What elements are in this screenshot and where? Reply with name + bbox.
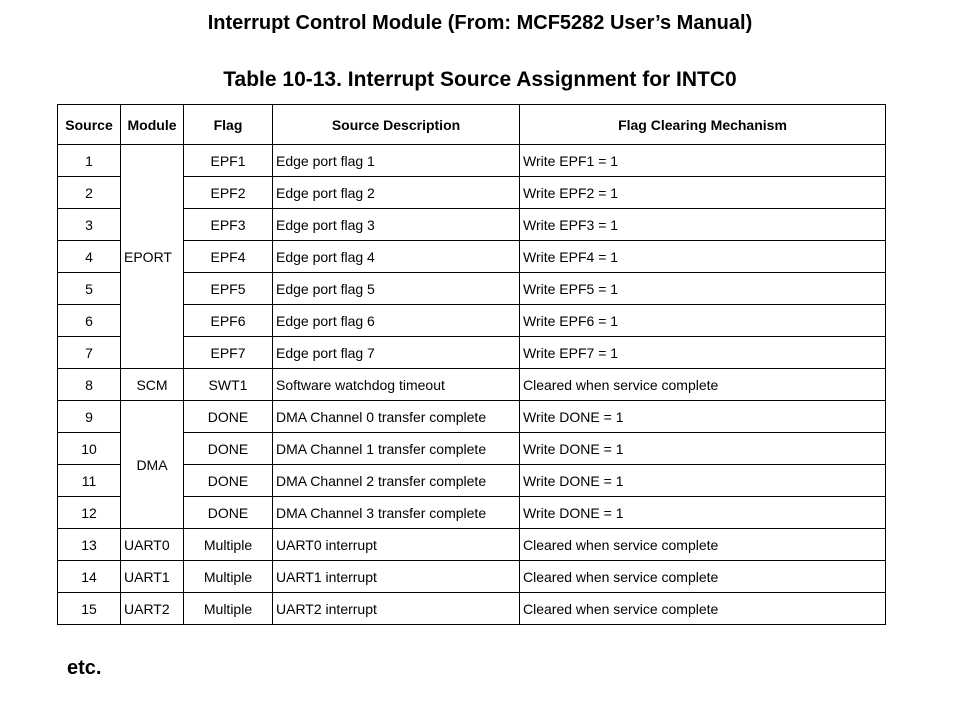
cell-description: UART2 interrupt — [273, 593, 520, 625]
cell-description: UART0 interrupt — [273, 529, 520, 561]
table-row — [58, 369, 886, 401]
cell-clearing: Write EPF1 = 1 — [520, 145, 886, 177]
cell-flag: EPF5 — [184, 273, 273, 305]
header-source: Source — [58, 105, 121, 145]
cell-clearing: Write EPF2 = 1 — [520, 177, 886, 209]
cell-clearing: Write DONE = 1 — [520, 401, 886, 433]
cell-clearing: Write DONE = 1 — [520, 497, 886, 529]
cell-flag: EPF4 — [184, 241, 273, 273]
cell-description: Edge port flag 1 — [273, 145, 520, 177]
cell-flag: Multiple — [184, 593, 273, 625]
cell-source: 11 — [58, 465, 121, 497]
cell-source: 14 — [58, 561, 121, 593]
cell-description: Edge port flag 2 — [273, 177, 520, 209]
cell-flag: DONE — [184, 433, 273, 465]
table-row — [58, 401, 886, 433]
table-row — [58, 529, 886, 561]
header-source-description: Source Description — [273, 105, 520, 145]
cell-clearing: Cleared when service complete — [520, 561, 886, 593]
table-header-row — [58, 105, 886, 145]
cell-module: UART1 — [121, 561, 184, 593]
cell-module: DMA — [121, 401, 184, 529]
table-row — [58, 561, 886, 593]
cell-source: 10 — [58, 433, 121, 465]
table-row — [58, 145, 886, 177]
cell-clearing: Write EPF4 = 1 — [520, 241, 886, 273]
cell-source: 15 — [58, 593, 121, 625]
cell-flag: EPF1 — [184, 145, 273, 177]
cell-flag: DONE — [184, 465, 273, 497]
page-title: Interrupt Control Module (From: MCF5282 User’s Manual) — [207, 12, 753, 34]
cell-module: UART2 — [121, 593, 184, 625]
cell-source: 1 — [58, 145, 121, 177]
footer-etc-text: etc. — [67, 657, 102, 679]
cell-source: 6 — [58, 305, 121, 337]
table-row — [58, 593, 886, 625]
table-caption: Table 10-13. Interrupt Source Assignment for INTC0 — [223, 68, 737, 91]
cell-clearing: Write DONE = 1 — [520, 465, 886, 497]
cell-source: 2 — [58, 177, 121, 209]
cell-flag: Multiple — [184, 561, 273, 593]
cell-source: 3 — [58, 209, 121, 241]
interrupt-source-table — [57, 104, 886, 625]
cell-clearing: Cleared when service complete — [520, 369, 886, 401]
cell-description: Edge port flag 5 — [273, 273, 520, 305]
cell-description: DMA Channel 3 transfer complete — [273, 497, 520, 529]
cell-clearing: Write EPF5 = 1 — [520, 273, 886, 305]
cell-description: Edge port flag 7 — [273, 337, 520, 369]
cell-flag: EPF6 — [184, 305, 273, 337]
cell-flag: EPF3 — [184, 209, 273, 241]
cell-source: 12 — [58, 497, 121, 529]
cell-flag: DONE — [184, 497, 273, 529]
header-flag: Flag — [184, 105, 273, 145]
cell-source: 5 — [58, 273, 121, 305]
cell-source: 4 — [58, 241, 121, 273]
cell-description: Edge port flag 4 — [273, 241, 520, 273]
cell-clearing: Write EPF7 = 1 — [520, 337, 886, 369]
cell-description: DMA Channel 1 transfer complete — [273, 433, 520, 465]
cell-clearing: Cleared when service complete — [520, 593, 886, 625]
cell-clearing: Write DONE = 1 — [520, 433, 886, 465]
cell-description: DMA Channel 0 transfer complete — [273, 401, 520, 433]
cell-flag: DONE — [184, 401, 273, 433]
cell-module: SCM — [121, 369, 184, 401]
cell-module: EPORT — [121, 145, 184, 369]
cell-module: UART0 — [121, 529, 184, 561]
cell-flag: EPF2 — [184, 177, 273, 209]
cell-description: Software watchdog timeout — [273, 369, 520, 401]
cell-source: 9 — [58, 401, 121, 433]
cell-description: Edge port flag 3 — [273, 209, 520, 241]
cell-flag: SWT1 — [184, 369, 273, 401]
cell-source: 8 — [58, 369, 121, 401]
cell-description: UART1 interrupt — [273, 561, 520, 593]
cell-source: 13 — [58, 529, 121, 561]
cell-flag: EPF7 — [184, 337, 273, 369]
cell-source: 7 — [58, 337, 121, 369]
cell-description: DMA Channel 2 transfer complete — [273, 465, 520, 497]
header-flag-clearing-mechanism: Flag Clearing Mechanism — [520, 105, 886, 145]
cell-flag: Multiple — [184, 529, 273, 561]
cell-clearing: Write EPF6 = 1 — [520, 305, 886, 337]
header-module: Module — [121, 105, 184, 145]
cell-description: Edge port flag 6 — [273, 305, 520, 337]
cell-clearing: Cleared when service complete — [520, 529, 886, 561]
cell-clearing: Write EPF3 = 1 — [520, 209, 886, 241]
